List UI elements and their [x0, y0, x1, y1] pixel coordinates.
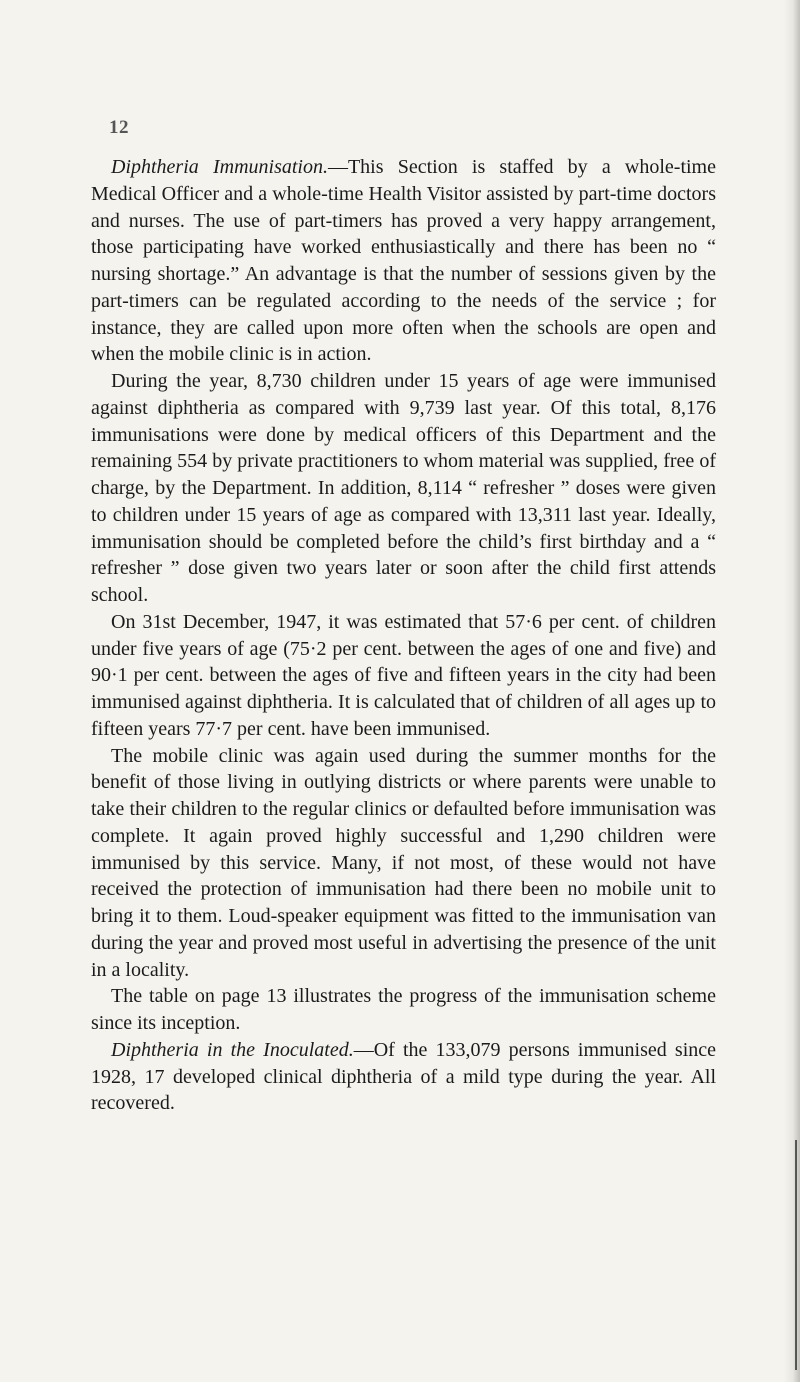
page-number: 12 — [109, 117, 129, 138]
body-text — [91, 154, 716, 1117]
paragraph-immunisation-figures — [91, 368, 716, 609]
page-edge-shadow — [784, 0, 800, 1382]
paragraph-immunisation-estimates — [91, 609, 716, 743]
paragraph-text: During the year, 8,730 children under 15 years of age were immunised against diphtheria as compared with 9,739 last year. Of this total, 8,176 immunisations were done by medical officers of this Department and the remaining 554 by private practitioners to whom material was supplied, free of charge, by the Department. In addition, 8,114 “ refresher ” doses were given to children under 15 years of age as compared with 13,311 last year. Ideally, immunisation should be completed before the child’s first birthday and a “ refresher ” dose given two years later or soon after the child first attends school. — [91, 370, 716, 606]
paragraph-text: The table on page 13 illustrates the progress of the immunisation scheme since its inception. — [91, 985, 716, 1034]
page-edge-line — [795, 1140, 797, 1370]
paragraph-table-reference — [91, 983, 716, 1037]
paragraph-mobile-clinic — [91, 743, 716, 984]
section-heading-diphtheria-immunisation: Diphtheria Immunisation. — [111, 156, 328, 178]
section-heading-diphtheria-inoculated: Diphtheria in the Inoculated. — [111, 1038, 354, 1061]
paragraph-text: —This Section is staffed by a whole-time Medical Officer and a whole-time Health Visitor assisted by part-time doctors and nurses. The use of part-timers has proved a very happy arrangement, those participating have worked enthusiastically and there has been no “ nursing shortage.” An advantage is that the number of sessions given by the part-timers can be regulated according to the needs of the service ; for instance, they are called upon more often when the schools are open and when the mobile clinic is in action. — [91, 156, 716, 366]
paragraph-text: —Of the 133,079 persons immunised since 1928, 17 developed clinical diphtheria of a mild type during the year. All recovered. — [91, 1038, 716, 1115]
paragraph-diphtheria-immunisation — [91, 154, 716, 368]
paragraph-diphtheria-inoculated — [91, 1037, 716, 1117]
paragraph-text: The mobile clinic was again used during the summer months for the benefit of those living in outlying districts or where parents were unable to take their children to the regular clinics or defaulted before immunisation was complete. It again proved highly successful and 1,290 children were immunised by this service. Many, if not most, of these would not have received the protection of immunisation had there been no mobile unit to bring it to them. Loud-speaker equipment was fitted to the immunisation van during the year and proved most useful in advertising the presence of the unit in a locality. — [91, 744, 716, 981]
paragraph-text: On 31st December, 1947, it was estimated that 57·6 per cent. of children under five years of age (75·2 per cent. between the ages of one and five) and 90·1 per cent. between the ages of five and fifteen years in the city had been immunised against diphtheria. It is calculated that of children of all ages up to fifteen years 77·7 per cent. have been immunised. — [91, 610, 716, 740]
